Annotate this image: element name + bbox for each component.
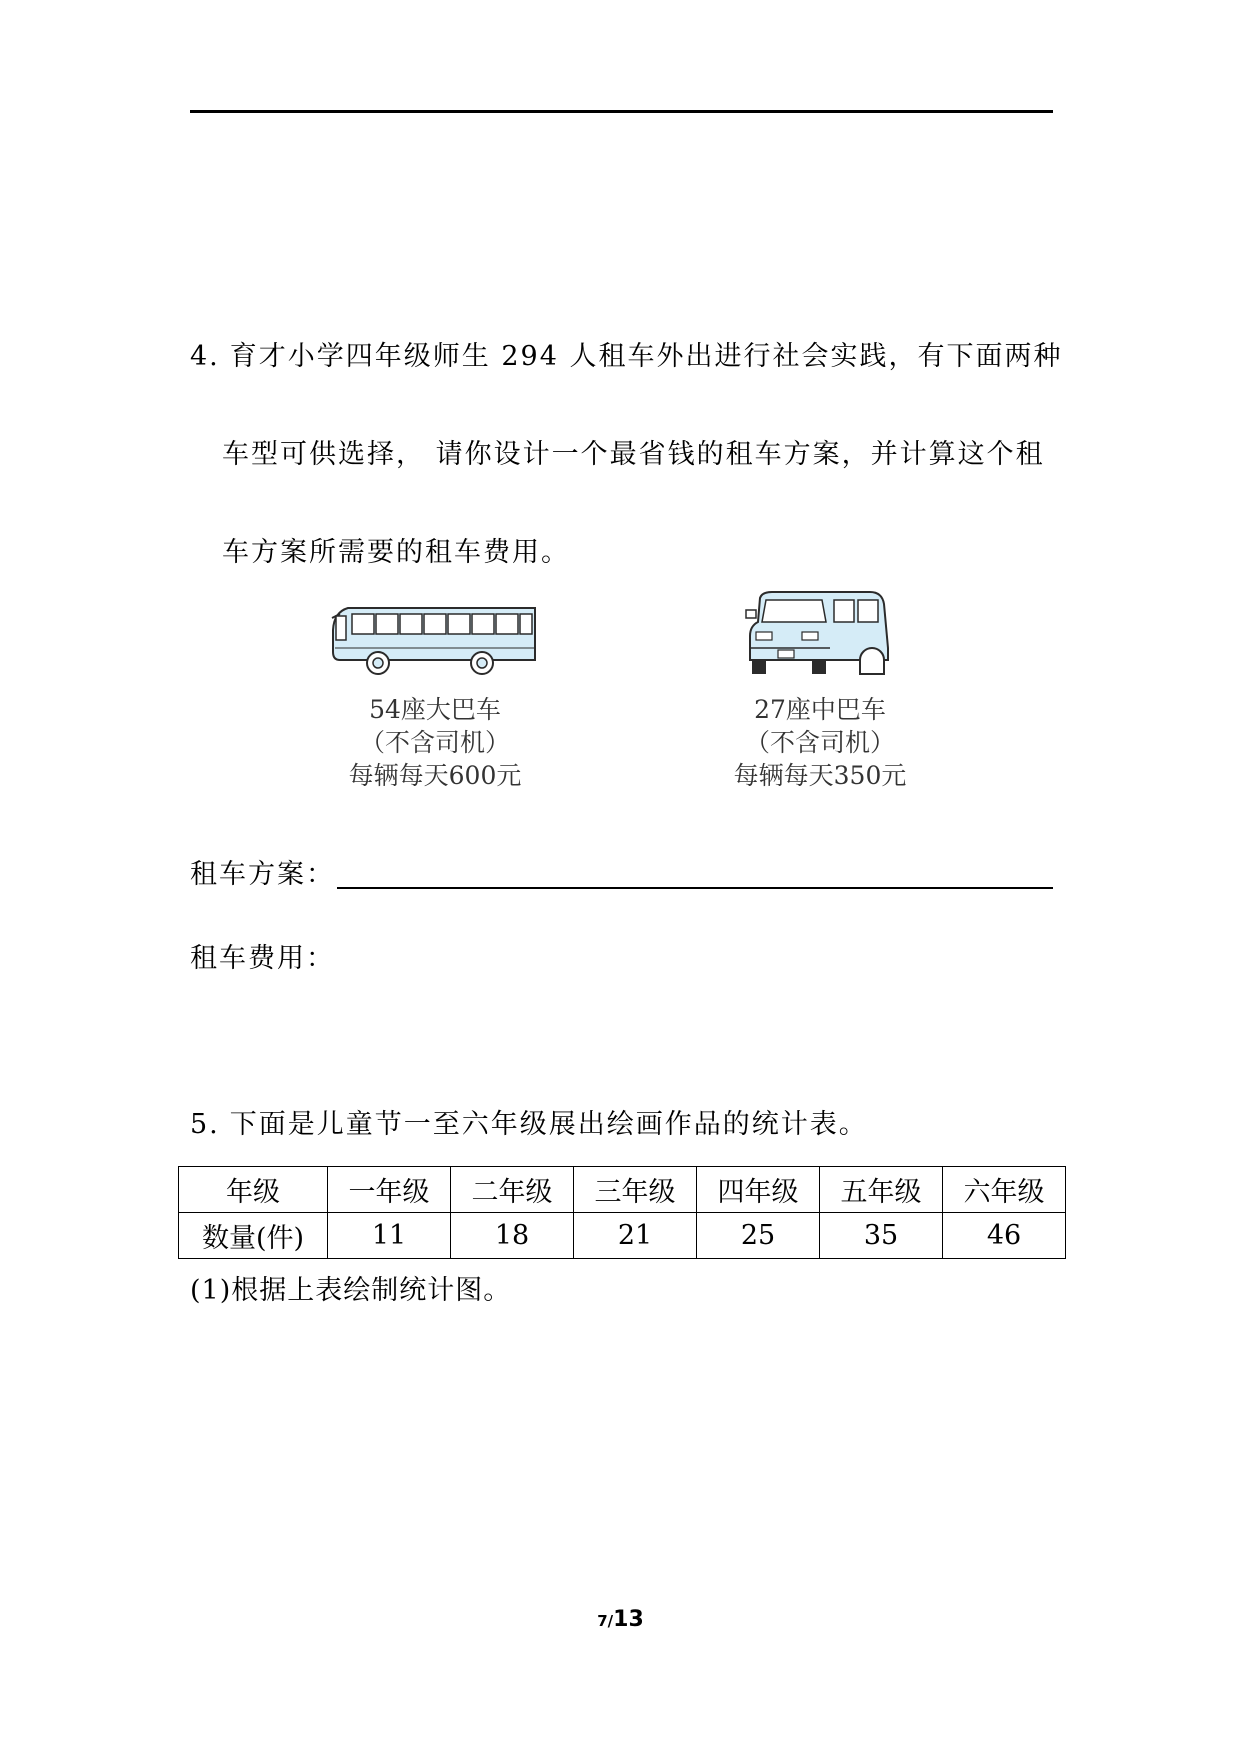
table-cell: 18 — [451, 1213, 574, 1259]
page-current: 7/ — [597, 1612, 614, 1630]
artwork-stats-table — [178, 1166, 1066, 1259]
table-header-cell: 四年级 — [697, 1167, 820, 1213]
van-caption — [710, 693, 930, 792]
q4-line-2: 车型可供选择， 请你设计一个最省钱的租车方案，并计算这个租 — [222, 439, 1045, 470]
rental-cost-label: 租车费用： — [190, 943, 335, 974]
q4-line-3: 车方案所需要的租车费用。 — [222, 537, 570, 568]
q5-number: 5. — [190, 1109, 220, 1140]
table-row — [179, 1213, 1066, 1259]
table-cell: 35 — [820, 1213, 943, 1259]
bus-name: 54座大巴车 — [369, 695, 501, 724]
table-header-cell: 五年级 — [820, 1167, 943, 1213]
bus-note: （不含司机） — [359, 728, 510, 757]
bus-icon — [330, 600, 540, 680]
rental-plan-label: 租车方案： — [190, 859, 335, 890]
table-header-cell: 二年级 — [451, 1167, 574, 1213]
header-rule — [190, 110, 1053, 113]
table-header-cell: 一年级 — [328, 1167, 451, 1213]
table-header-label: 年级 — [179, 1167, 328, 1213]
table-header-cell: 六年级 — [943, 1167, 1066, 1213]
q5-subquestion-1: (1)根据上表绘制统计图。 — [190, 1275, 512, 1306]
table-header-cell: 三年级 — [574, 1167, 697, 1213]
van-price: 每辆每天350元 — [733, 761, 907, 790]
q5-text: 下面是儿童节一至六年级展出绘画作品的统计表。 — [229, 1109, 868, 1140]
table-cell: 11 — [328, 1213, 451, 1259]
van-note: （不含司机） — [744, 728, 895, 757]
van-icon — [742, 588, 892, 682]
q4-line-1 — [190, 334, 1062, 373]
q5-line — [190, 1102, 868, 1141]
table-row-label: 数量(件) — [179, 1213, 328, 1259]
page-total: 13 — [613, 1607, 644, 1632]
q4-text-1: 育才小学四年级师生 294 人租车外出进行社会实践，有下面两种 — [229, 341, 1063, 372]
bus-price: 每辆每天600元 — [348, 761, 522, 790]
q4-number: 4. — [190, 341, 220, 372]
table-row — [179, 1167, 1066, 1213]
page-number — [0, 1607, 1241, 1632]
van-name: 27座中巴车 — [754, 695, 886, 724]
table-cell: 25 — [697, 1213, 820, 1259]
table-cell: 46 — [943, 1213, 1066, 1259]
table-cell: 21 — [574, 1213, 697, 1259]
rental-plan-answer-line[interactable] — [337, 887, 1053, 889]
bus-caption — [325, 693, 545, 792]
